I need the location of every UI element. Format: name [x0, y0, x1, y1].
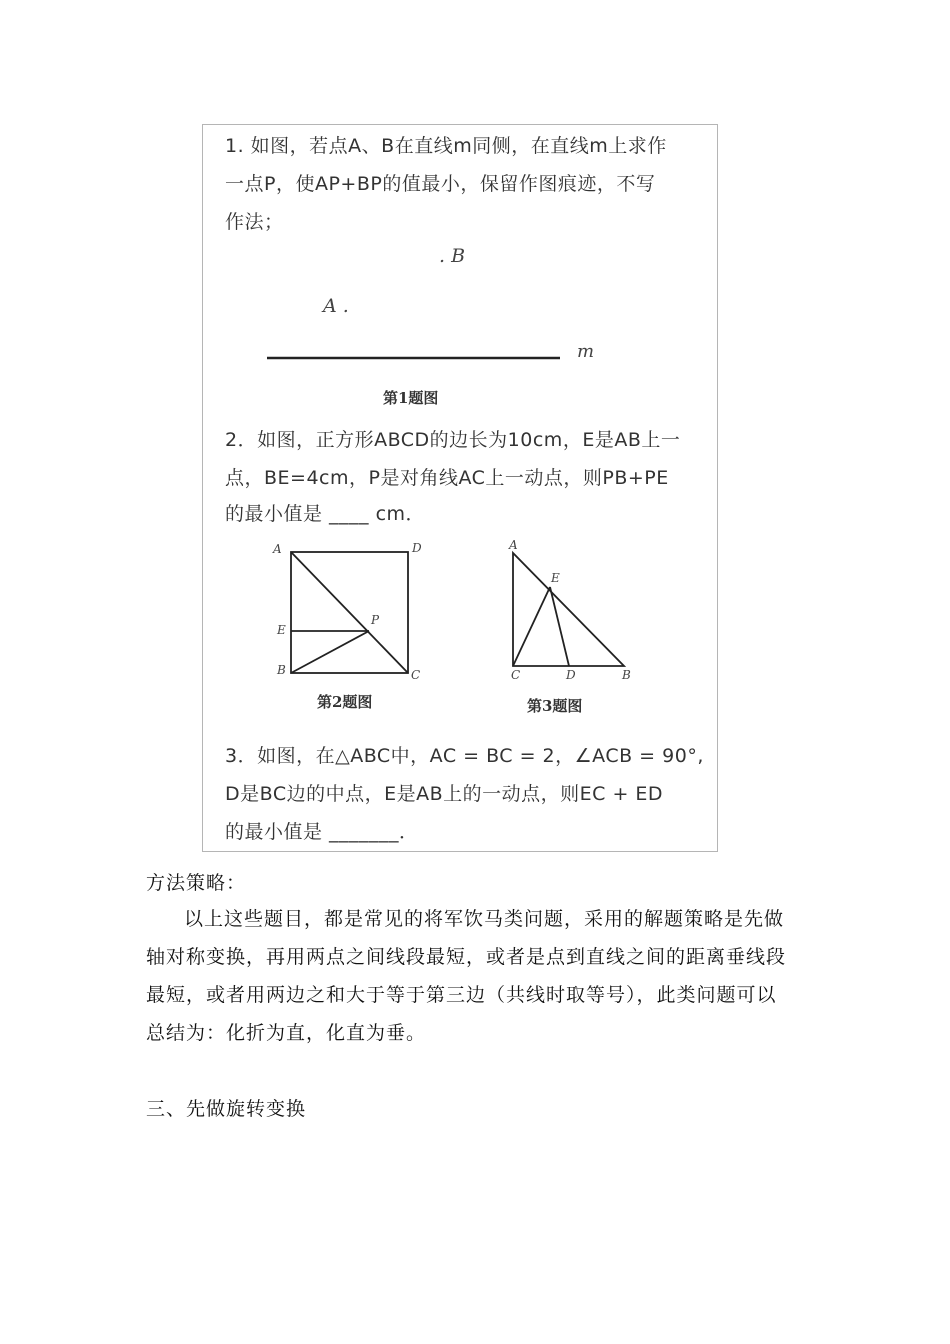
q3-label-e: E [551, 571, 560, 585]
method-para-line-4: 总结为：化折为直，化直为垂。 [146, 1022, 427, 1044]
q1-line-2: 一点P，使AP+BP的值最小，保留作图痕迹，不写 [225, 173, 656, 195]
q1-caption: 第1题图 [383, 389, 439, 407]
q3-label-b: B [622, 668, 631, 682]
q2-label-p: P [371, 613, 380, 627]
q2-label-d: D [412, 541, 422, 555]
q3-line-2: D是BC边的中点，E是AB上的一动点，则EC + ED [225, 783, 664, 805]
q2-label-c: C [411, 668, 421, 682]
q2-line-2: 点，BE=4cm，P是对角线AC上一动点，则PB+PE [225, 467, 669, 489]
segment-ed [550, 587, 569, 666]
q2-line-3: 的最小值是 ____ cm． [225, 503, 426, 525]
q3-line-1: 3．如图，在△ABC中，AC = BC = 2，∠ACB = 90°, [225, 745, 704, 767]
method-para-line-1: 以上这些题目，都是常见的将军饮马类问题，采用的解题策略是先做 [184, 908, 785, 930]
triangle-abc [513, 553, 624, 666]
q3-line-3: 的最小值是 _______． [225, 821, 419, 843]
q3-label-c: C [511, 668, 521, 682]
q1-point-b: . B [439, 245, 466, 267]
q3-label-a: A [509, 538, 518, 552]
q3-label-d: D [566, 668, 576, 682]
q2-label-e: E [277, 623, 286, 637]
segment-ec [513, 587, 550, 666]
q1-line-m-label: m [577, 341, 595, 362]
q2-caption: 第2题图 [317, 693, 373, 711]
q1-line-3: 作法； [225, 211, 284, 233]
method-heading: 方法策略： [146, 872, 247, 894]
q1-line-1: 1. 如图，若点A、B在直线m同侧，在直线m上求作 [225, 135, 667, 157]
section-heading: 三、先做旋转变换 [146, 1098, 307, 1120]
q3-caption: 第3题图 [527, 697, 583, 715]
q2-line-1: 2．如图，正方形ABCD的边长为10cm，E是AB上一 [225, 429, 681, 451]
q1-point-a: A . [323, 295, 349, 317]
q2-label-b: B [277, 663, 286, 677]
method-para-line-3: 最短，或者用两边之和大于等于第三边（共线时取等号），此类问题可以 [146, 984, 777, 1006]
problem-box [202, 124, 718, 852]
method-para-line-2: 轴对称变换，再用两点之间线段最短，或者是点到直线之间的距离垂线段 [146, 946, 787, 968]
q2-label-a: A [273, 542, 282, 556]
